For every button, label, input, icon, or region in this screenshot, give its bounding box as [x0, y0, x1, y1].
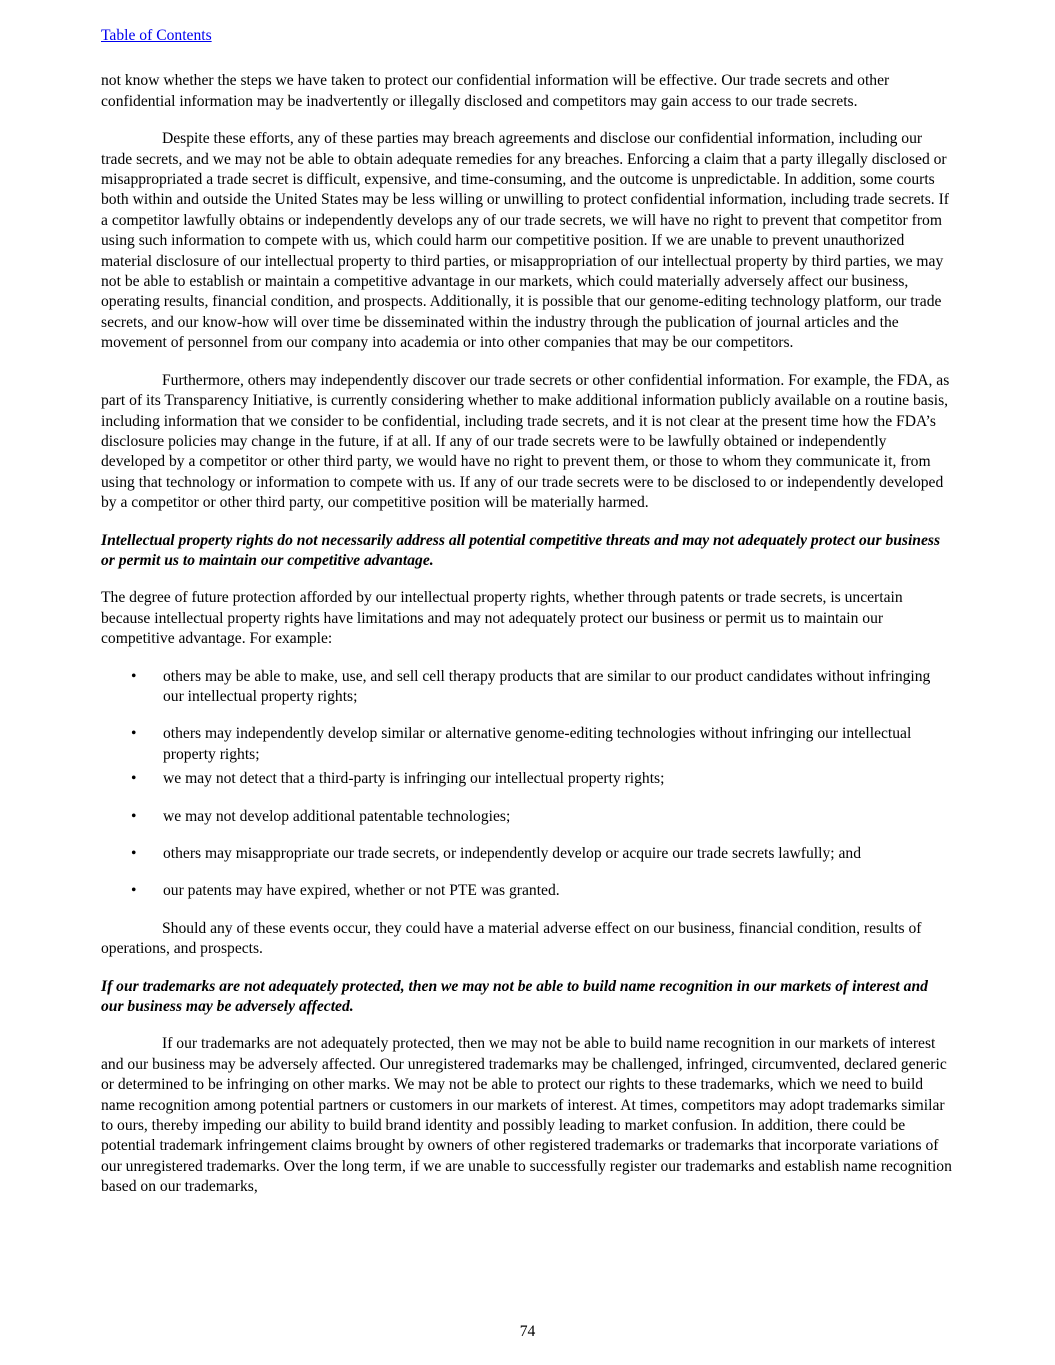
bullet-icon: • [131, 882, 137, 900]
bullet-icon: • [131, 667, 137, 685]
paragraph-independent-discovery: Furthermore, others may independently discover our trade secrets or other confidential information. For example, the FDA, as part of its Transparency Initiative, is currently considering whether to make additional information publicly available on a routine basis, including information that we consider to be confidential, including trade secrets, and it is not clear at the present time how the FDA’s disclosure policies may change in the future, if at all. If any of our trade secrets were to be lawfully obtained or independently developed by a competitor or other third party, we would have no right to prevent them, or those to whom they communicate it, from using that technology or information to compete with us. If any of our trade secrets were to be disclosed to or independently developed by a competitor or other third party, our competitive position will be materially harmed. [101, 371, 950, 512]
bullet-icon: • [131, 770, 137, 788]
paragraph-degree-of-protection: The degree of future protection afforded by our intellectual property rights, whether through patents or trade secrets, is uncertain because intellectual property rights have limitations and may not adequately protect our business or permit us to maintain our competitive advantage. For example: [101, 589, 903, 648]
paragraph-breach-agreements: Despite these efforts, any of these parties may breach agreements and disclose our confidential information, including our trade secrets, and we may not be able to obtain adequate remedies for any breaches. Enforcing a claim that a party illegally disclosed or misappropriated a trade secret is difficult, expensive, and time-consuming, and the outcome is unpredictable. In addition, some courts both within and outside the United States may be less willing or unwilling to protect confidential information, including trade secrets. If a competitor lawfully obtains or independently develops any of our trade secrets, we will have no right to prevent that competitor from using such information to compete with us, which could harm our competitive position. If we are unable to prevent unauthorized material disclosure of our intellectual property to third parties, or misappropriation of our intellectual property by third parties, we may not be able to establish or maintain a competitive advantage in our markets, which could materially adversely affect our business, operating results, financial condition, and prospects. Additionally, it is possible that our genome-editing technology platform, our trade secrets, and our know-how will over time be disseminated within the industry through the publication of journal articles and the movement of personnel from our company into academia or into other companies that may be our competitors. [101, 130, 949, 352]
bullet-item [101, 667, 953, 708]
bullet-text: others may misappropriate our trade secrets, or independently develop or acquire our trade secrets lawfully; and [163, 845, 861, 862]
bullet-item [101, 769, 953, 789]
paragraph-trademarks: If our trademarks are not adequately protected, then we may not be able to build name recognition in our markets of interest and our business may be adversely affected. Our unregistered trademarks may be challenged, infringed, circumvented, declared generic or determined to be infringing on other marks. We may not be able to protect our rights to these trademarks, which we need to build name recognition among potential partners or customers in our markets of interest. At times, competitors may adopt trademarks similar to ours, thereby impeding our ability to build brand identity and possibly leading to market confusion. In addition, there could be potential trademark infringement claims brought by owners of other registered trademarks or trademarks that incorporate variations of our unregistered trademarks. Over the long term, if we are unable to successfully register our trademarks and establish name recognition based on our trademarks, [101, 1035, 952, 1196]
bullet-text: we may not develop additional patentable technologies; [163, 807, 511, 825]
bullet-item [101, 881, 953, 901]
bullet-item [101, 724, 953, 765]
bullet-text: we may not detect that a third-party is infringing our intellectual property rights; [163, 770, 665, 788]
section-heading-ip-rights: Intellectual property rights do not necessarily address all potential competitive threats and may not adequately protect our business or permit us to maintain our competitive advantage. [101, 531, 941, 569]
paragraph-material-adverse-effect: Should any of these events occur, they could have a material adverse effect on our business, financial condition, results of operations, and prospects. [101, 919, 922, 958]
bullet-item [101, 844, 953, 864]
page-number: 74 [519, 1323, 536, 1340]
section-heading-trademarks: If our trademarks are not adequately protected, then we may not be able to build name recognition in our markets of interest and our business may be adversely affected. [101, 977, 928, 1016]
paragraph-confidential-info: not know whether the steps we have taken to protect our confidential information will be effective. Our trade secrets and other confidential information may be inadvertently or illegally disclosed and competitors may gain access to our trade secrets. [101, 72, 890, 110]
bullet-text: others may be able to make, use, and sell cell therapy products that are similar to our product candidates without infringing our intellectual property rights; [163, 667, 931, 705]
risk-bullet-list [101, 667, 953, 902]
bullet-icon: • [131, 845, 137, 862]
document-page [101, 26, 953, 1215]
table-of-contents-link[interactable]: Table of Contents [101, 27, 212, 44]
bullet-icon: • [131, 725, 137, 743]
bullet-text: others may independently develop similar or alternative genome-editing technologies without infringing our intellectual property rights; [163, 725, 912, 763]
bullet-text: our patents may have expired, whether or not PTE was granted. [163, 882, 560, 900]
bullet-icon: • [131, 807, 137, 825]
bullet-item [101, 807, 953, 827]
